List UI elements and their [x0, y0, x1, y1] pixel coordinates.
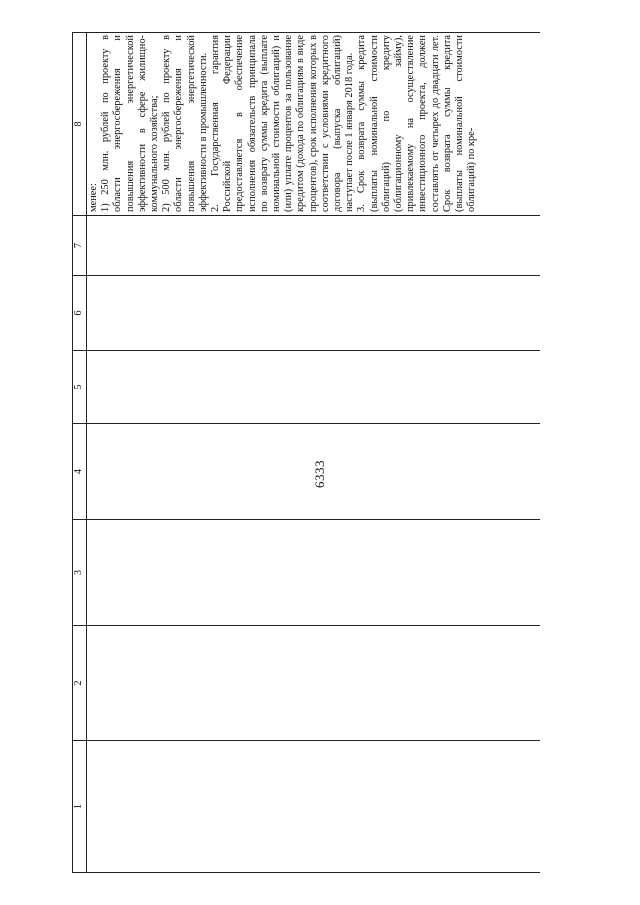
paragraph-item-1: 1) 250 млн. рублей по проекту в области энергосбережения и повышения энергетической эффективности в сфере жилищно-коммунального хозяйства; — [100, 35, 161, 212]
column-header-3: 3 — [73, 520, 87, 626]
paragraph-point-2: 2. Государственная гарантия Российской Федерации предоставляется в обеспечение исполнения обязательств принципала по возврату суммы кредита (выплате номинальной стоимости облигаций) и (или) уплате процентов за пользование кредитом (дохода по облигациям в виде процентов), срок исполнения которых в соответствии с условиями кредитного договора (выпуска облигаций) наступает после 1 января 2018 года. — [210, 35, 356, 212]
cell-column-6 — [87, 276, 541, 351]
paragraph-item-2: 2) 500 млн. рублей по проекту в области энергосбережения и повышения энергетической эффективности в промышленности. — [161, 35, 209, 212]
table-row — [87, 33, 541, 873]
page-number: 6333 — [312, 460, 327, 488]
cell-column-8 — [87, 33, 541, 216]
column-header-8: 8 — [73, 33, 87, 216]
column-header-2: 2 — [73, 626, 87, 741]
column-header-5: 5 — [73, 351, 87, 424]
paragraph-point-3: 3. Срок возврата суммы кредита (выплаты номинальной стоимости облигаций) по кредиту (облигационному займу), привлекаемому на осуществление инвестиционного проекта, должен составлять от четырех до двадцати лет. Срок возврата суммы кредита (выплаты номинальной стоимости облигаций) по кре- — [356, 35, 478, 212]
cell-column-4 — [87, 424, 541, 520]
cell-column-7 — [87, 216, 541, 276]
data-table — [72, 32, 540, 873]
column-header-1: 1 — [73, 741, 87, 873]
cell-column-3 — [87, 520, 541, 626]
column-header-4: 4 — [73, 424, 87, 520]
landscape-sheet — [72, 33, 540, 873]
column-number-row — [73, 33, 87, 873]
cell-column-2 — [87, 626, 541, 741]
cell-column-5 — [87, 351, 541, 424]
cell-column-1 — [87, 741, 541, 873]
column-header-6: 6 — [73, 276, 87, 351]
column-header-7: 7 — [73, 216, 87, 276]
paragraph-continuation: менее: — [88, 183, 99, 212]
